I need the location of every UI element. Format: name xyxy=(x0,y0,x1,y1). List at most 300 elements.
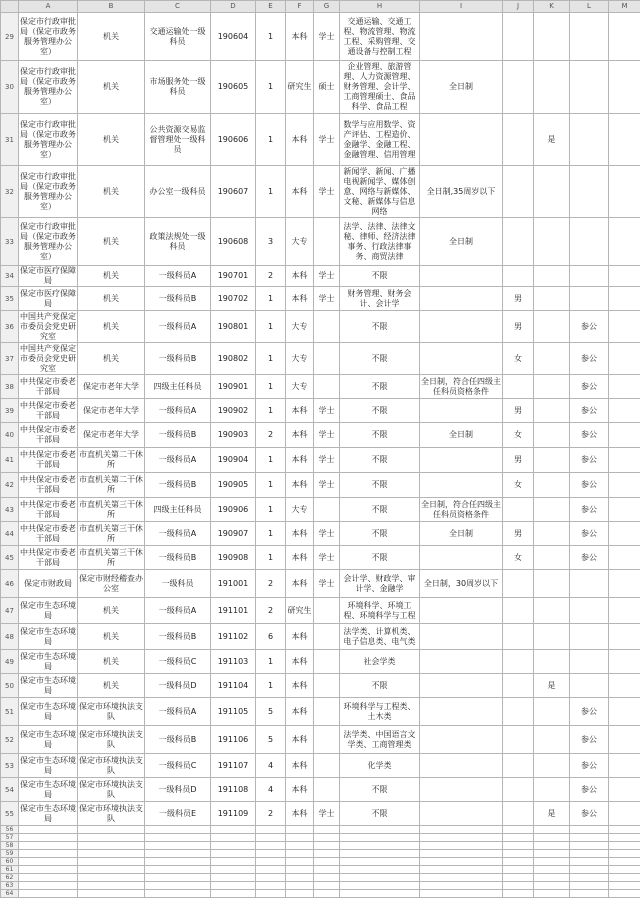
cell-a[interactable]: 中共保定市委老干部局 xyxy=(19,375,78,399)
empty-cell[interactable] xyxy=(314,850,340,858)
cell-g[interactable] xyxy=(314,498,340,522)
empty-cell[interactable] xyxy=(534,826,570,834)
cell-h[interactable]: 法学类、计算机类、电子信息类、电气类 xyxy=(340,624,420,650)
row-header[interactable]: 55 xyxy=(1,802,19,826)
cell-e[interactable]: 4 xyxy=(256,778,286,802)
cell-b[interactable]: 机关 xyxy=(78,624,145,650)
cell-e[interactable]: 2 xyxy=(256,598,286,624)
cell-b[interactable]: 市直机关第二干休所 xyxy=(78,448,145,473)
empty-cell[interactable] xyxy=(211,874,256,882)
empty-cell[interactable] xyxy=(609,842,640,850)
cell-h[interactable]: 环境科学与工程类、土木类 xyxy=(340,698,420,726)
cell-b[interactable]: 市直机关第三干休所 xyxy=(78,522,145,546)
cell-d[interactable]: 190604 xyxy=(211,13,256,61)
column-header-k[interactable]: K xyxy=(534,1,570,13)
empty-cell[interactable] xyxy=(256,842,286,850)
cell-f[interactable]: 本科 xyxy=(286,698,314,726)
cell-k[interactable]: 是 xyxy=(534,114,570,166)
empty-cell[interactable] xyxy=(420,842,503,850)
cell-l[interactable] xyxy=(570,650,609,674)
row-header[interactable]: 45 xyxy=(1,546,19,570)
cell-e[interactable]: 1 xyxy=(256,287,286,311)
cell-i[interactable]: 全日制 xyxy=(420,423,503,448)
cell-c[interactable]: 一级科员B xyxy=(145,473,211,498)
cell-c[interactable]: 政策法规处一级科员 xyxy=(145,218,211,266)
cell-j[interactable] xyxy=(503,166,534,218)
empty-cell[interactable] xyxy=(19,842,78,850)
cell-c[interactable]: 一级科员C xyxy=(145,754,211,778)
cell-d[interactable]: 190608 xyxy=(211,218,256,266)
cell-a[interactable]: 中共保定市委老干部局 xyxy=(19,546,78,570)
cell-k[interactable]: 是 xyxy=(534,674,570,698)
cell-e[interactable]: 1 xyxy=(256,375,286,399)
cell-d[interactable]: 190908 xyxy=(211,546,256,570)
empty-cell[interactable] xyxy=(256,866,286,874)
cell-c[interactable]: 四级主任科员 xyxy=(145,498,211,522)
cell-h[interactable]: 不限 xyxy=(340,266,420,287)
empty-cell[interactable] xyxy=(503,866,534,874)
cell-e[interactable]: 1 xyxy=(256,674,286,698)
cell-l[interactable]: 参公 xyxy=(570,448,609,473)
cell-g[interactable] xyxy=(314,218,340,266)
cell-i[interactable] xyxy=(420,754,503,778)
cell-l[interactable]: 参公 xyxy=(570,802,609,826)
cell-e[interactable]: 6 xyxy=(256,624,286,650)
cell-l[interactable] xyxy=(570,61,609,114)
cell-f[interactable]: 本科 xyxy=(286,287,314,311)
empty-cell[interactable] xyxy=(19,882,78,890)
empty-cell[interactable] xyxy=(256,890,286,898)
cell-j[interactable] xyxy=(503,498,534,522)
cell-j[interactable] xyxy=(503,61,534,114)
cell-m[interactable] xyxy=(609,698,640,726)
cell-i[interactable]: 全日制，符合任四级主任科员资格条件 xyxy=(420,498,503,522)
cell-k[interactable] xyxy=(534,61,570,114)
cell-h[interactable]: 不限 xyxy=(340,375,420,399)
empty-cell[interactable] xyxy=(503,834,534,842)
empty-cell[interactable] xyxy=(570,826,609,834)
cell-h[interactable]: 不限 xyxy=(340,674,420,698)
cell-e[interactable]: 1 xyxy=(256,311,286,343)
row-header[interactable]: 34 xyxy=(1,266,19,287)
cell-a[interactable]: 保定市生态环境局 xyxy=(19,754,78,778)
cell-f[interactable]: 大专 xyxy=(286,498,314,522)
empty-cell[interactable] xyxy=(256,874,286,882)
cell-b[interactable]: 保定市环境执法支队 xyxy=(78,726,145,754)
cell-g[interactable]: 学士 xyxy=(314,802,340,826)
empty-cell[interactable] xyxy=(534,850,570,858)
cell-b[interactable]: 机关 xyxy=(78,266,145,287)
empty-cell[interactable] xyxy=(256,882,286,890)
empty-cell[interactable] xyxy=(314,882,340,890)
empty-cell[interactable] xyxy=(420,882,503,890)
cell-i[interactable] xyxy=(420,726,503,754)
cell-b[interactable]: 市直机关第三干休所 xyxy=(78,498,145,522)
empty-cell[interactable] xyxy=(286,834,314,842)
cell-i[interactable] xyxy=(420,546,503,570)
empty-cell[interactable] xyxy=(609,874,640,882)
empty-cell[interactable] xyxy=(211,850,256,858)
empty-cell[interactable] xyxy=(534,866,570,874)
cell-b[interactable]: 保定市老年大学 xyxy=(78,399,145,423)
cell-d[interactable]: 191107 xyxy=(211,754,256,778)
empty-cell[interactable] xyxy=(420,826,503,834)
empty-cell[interactable] xyxy=(534,842,570,850)
empty-cell[interactable] xyxy=(78,834,145,842)
row-header[interactable]: 63 xyxy=(1,882,19,890)
cell-g[interactable] xyxy=(314,754,340,778)
cell-l[interactable]: 参公 xyxy=(570,754,609,778)
cell-f[interactable]: 本科 xyxy=(286,546,314,570)
cell-c[interactable]: 一级科员 xyxy=(145,570,211,598)
cell-i[interactable] xyxy=(420,674,503,698)
empty-cell[interactable] xyxy=(211,826,256,834)
cell-a[interactable]: 保定市生态环境局 xyxy=(19,624,78,650)
cell-l[interactable]: 参公 xyxy=(570,343,609,375)
column-header-l[interactable]: L xyxy=(570,1,609,13)
empty-cell[interactable] xyxy=(420,874,503,882)
cell-m[interactable] xyxy=(609,218,640,266)
cell-i[interactable] xyxy=(420,598,503,624)
empty-cell[interactable] xyxy=(145,882,211,890)
cell-i[interactable]: 全日制 xyxy=(420,218,503,266)
cell-c[interactable]: 一级科员A xyxy=(145,266,211,287)
cell-k[interactable] xyxy=(534,778,570,802)
empty-cell[interactable] xyxy=(570,882,609,890)
cell-e[interactable]: 1 xyxy=(256,166,286,218)
cell-j[interactable]: 女 xyxy=(503,546,534,570)
cell-a[interactable]: 保定市行政审批局（保定市政务服务管理办公室） xyxy=(19,61,78,114)
cell-c[interactable]: 公共资源交易监督管理处一级科员 xyxy=(145,114,211,166)
cell-f[interactable]: 研究生 xyxy=(286,61,314,114)
empty-cell[interactable] xyxy=(314,858,340,866)
empty-cell[interactable] xyxy=(534,858,570,866)
empty-cell[interactable] xyxy=(609,826,640,834)
cell-k[interactable] xyxy=(534,522,570,546)
empty-cell[interactable] xyxy=(286,842,314,850)
cell-l[interactable]: 参公 xyxy=(570,473,609,498)
cell-g[interactable] xyxy=(314,624,340,650)
row-header[interactable]: 33 xyxy=(1,218,19,266)
column-header-a[interactable]: A xyxy=(19,1,78,13)
cell-d[interactable]: 191106 xyxy=(211,726,256,754)
empty-cell[interactable] xyxy=(420,850,503,858)
cell-e[interactable]: 1 xyxy=(256,473,286,498)
cell-b[interactable]: 市直机关第二干休所 xyxy=(78,473,145,498)
cell-h[interactable]: 数学与应用数学、资产评估、工程造价、金融学、金融工程、金融管理、信用管理 xyxy=(340,114,420,166)
cell-k[interactable] xyxy=(534,546,570,570)
cell-e[interactable]: 1 xyxy=(256,546,286,570)
empty-cell[interactable] xyxy=(314,866,340,874)
cell-g[interactable] xyxy=(314,778,340,802)
cell-f[interactable]: 本科 xyxy=(286,166,314,218)
cell-b[interactable]: 市直机关第三干休所 xyxy=(78,546,145,570)
column-header-d[interactable]: D xyxy=(211,1,256,13)
cell-g[interactable]: 学士 xyxy=(314,423,340,448)
cell-l[interactable] xyxy=(570,674,609,698)
empty-cell[interactable] xyxy=(609,882,640,890)
cell-i[interactable] xyxy=(420,114,503,166)
cell-k[interactable] xyxy=(534,423,570,448)
cell-i[interactable] xyxy=(420,448,503,473)
cell-k[interactable] xyxy=(534,698,570,726)
cell-i[interactable] xyxy=(420,399,503,423)
cell-b[interactable]: 机关 xyxy=(78,114,145,166)
cell-b[interactable]: 保定市环境执法支队 xyxy=(78,802,145,826)
empty-cell[interactable] xyxy=(503,882,534,890)
cell-h[interactable]: 不限 xyxy=(340,399,420,423)
cell-l[interactable] xyxy=(570,287,609,311)
empty-cell[interactable] xyxy=(145,842,211,850)
cell-j[interactable] xyxy=(503,266,534,287)
cell-d[interactable]: 190906 xyxy=(211,498,256,522)
cell-c[interactable]: 一级科员A xyxy=(145,522,211,546)
cell-c[interactable]: 一级科员B xyxy=(145,343,211,375)
row-header[interactable]: 58 xyxy=(1,842,19,850)
cell-a[interactable]: 保定市行政审批局（保定市政务服务管理办公室） xyxy=(19,114,78,166)
cell-g[interactable]: 学士 xyxy=(314,114,340,166)
cell-j[interactable] xyxy=(503,375,534,399)
cell-d[interactable]: 190903 xyxy=(211,423,256,448)
cell-g[interactable]: 学士 xyxy=(314,13,340,61)
row-header[interactable]: 48 xyxy=(1,624,19,650)
row-header[interactable]: 37 xyxy=(1,343,19,375)
cell-k[interactable] xyxy=(534,650,570,674)
cell-i[interactable] xyxy=(420,650,503,674)
cell-h[interactable]: 环境科学、环境工程、环境科学与工程 xyxy=(340,598,420,624)
cell-l[interactable] xyxy=(570,598,609,624)
row-header[interactable]: 56 xyxy=(1,826,19,834)
row-header[interactable]: 50 xyxy=(1,674,19,698)
cell-l[interactable]: 参公 xyxy=(570,546,609,570)
row-header[interactable]: 46 xyxy=(1,570,19,598)
row-header[interactable]: 57 xyxy=(1,834,19,842)
cell-a[interactable]: 中共保定市委老干部局 xyxy=(19,473,78,498)
cell-e[interactable]: 5 xyxy=(256,698,286,726)
cell-b[interactable]: 机关 xyxy=(78,218,145,266)
cell-l[interactable] xyxy=(570,266,609,287)
empty-cell[interactable] xyxy=(503,858,534,866)
cell-k[interactable] xyxy=(534,343,570,375)
row-header[interactable]: 36 xyxy=(1,311,19,343)
row-header[interactable]: 39 xyxy=(1,399,19,423)
cell-d[interactable]: 190907 xyxy=(211,522,256,546)
cell-l[interactable]: 参公 xyxy=(570,375,609,399)
cell-l[interactable]: 参公 xyxy=(570,522,609,546)
cell-m[interactable] xyxy=(609,311,640,343)
cell-m[interactable] xyxy=(609,61,640,114)
cell-a[interactable]: 中国共产党保定市委员会党史研究室 xyxy=(20,343,76,373)
cell-d[interactable]: 190904 xyxy=(211,448,256,473)
cell-l[interactable]: 参公 xyxy=(570,498,609,522)
empty-cell[interactable] xyxy=(570,874,609,882)
cell-e[interactable]: 1 xyxy=(256,650,286,674)
empty-cell[interactable] xyxy=(19,890,78,898)
cell-l[interactable] xyxy=(570,13,609,61)
empty-cell[interactable] xyxy=(340,826,420,834)
empty-cell[interactable] xyxy=(609,866,640,874)
cell-a[interactable]: 中国共产党保定市委员会党史研究室 xyxy=(20,311,76,341)
empty-cell[interactable] xyxy=(314,834,340,842)
cell-k[interactable] xyxy=(534,166,570,218)
empty-cell[interactable] xyxy=(420,834,503,842)
cell-d[interactable]: 190606 xyxy=(211,114,256,166)
cell-l[interactable] xyxy=(570,624,609,650)
empty-cell[interactable] xyxy=(286,882,314,890)
cell-i[interactable]: 全日制 xyxy=(420,61,503,114)
row-header[interactable]: 35 xyxy=(1,287,19,311)
cell-j[interactable]: 男 xyxy=(503,522,534,546)
empty-cell[interactable] xyxy=(286,858,314,866)
cell-i[interactable] xyxy=(420,287,503,311)
cell-d[interactable]: 191104 xyxy=(211,674,256,698)
cell-f[interactable]: 大专 xyxy=(286,311,314,343)
cell-k[interactable] xyxy=(534,399,570,423)
row-header[interactable]: 51 xyxy=(1,698,19,726)
cell-b[interactable]: 机关 xyxy=(78,674,145,698)
empty-cell[interactable] xyxy=(314,890,340,898)
cell-e[interactable]: 1 xyxy=(256,343,286,375)
cell-l[interactable]: 参公 xyxy=(570,726,609,754)
column-header-f[interactable]: F xyxy=(286,1,314,13)
cell-h[interactable]: 不限 xyxy=(340,498,420,522)
cell-c[interactable]: 一级科员C xyxy=(145,650,211,674)
cell-k[interactable] xyxy=(534,375,570,399)
cell-c[interactable]: 四级主任科员 xyxy=(145,375,211,399)
cell-h[interactable]: 会计学、财政学、审计学、金融学 xyxy=(340,570,420,598)
cell-f[interactable]: 研究生 xyxy=(286,598,314,624)
empty-cell[interactable] xyxy=(570,890,609,898)
row-header[interactable]: 59 xyxy=(1,850,19,858)
cell-d[interactable]: 190802 xyxy=(211,343,256,375)
cell-j[interactable] xyxy=(503,218,534,266)
cell-e[interactable]: 2 xyxy=(256,802,286,826)
cell-i[interactable] xyxy=(420,343,503,375)
empty-cell[interactable] xyxy=(534,874,570,882)
cell-j[interactable]: 男 xyxy=(503,311,534,343)
cell-a[interactable]: 保定市生态环境局 xyxy=(19,598,78,624)
cell-a[interactable]: 保定市生态环境局 xyxy=(19,802,78,826)
cell-m[interactable] xyxy=(609,448,640,473)
cell-j[interactable] xyxy=(503,114,534,166)
cell-h[interactable]: 法学类、中国语言文学类、工商管理类 xyxy=(340,726,420,754)
cell-c[interactable]: 一级科员D xyxy=(145,778,211,802)
cell-i[interactable] xyxy=(420,311,503,343)
empty-cell[interactable] xyxy=(340,874,420,882)
empty-cell[interactable] xyxy=(78,842,145,850)
empty-cell[interactable] xyxy=(78,890,145,898)
row-header[interactable]: 49 xyxy=(1,650,19,674)
empty-cell[interactable] xyxy=(256,834,286,842)
row-header[interactable]: 62 xyxy=(1,874,19,882)
cell-f[interactable]: 本科 xyxy=(286,650,314,674)
cell-c[interactable]: 一级科员D xyxy=(145,674,211,698)
cell-j[interactable] xyxy=(503,778,534,802)
cell-j[interactable] xyxy=(503,598,534,624)
cell-m[interactable] xyxy=(609,13,640,61)
cell-f[interactable]: 本科 xyxy=(286,13,314,61)
cell-m[interactable] xyxy=(609,778,640,802)
cell-e[interactable]: 1 xyxy=(256,448,286,473)
cell-a[interactable]: 保定市行政审批局（保定市政务服务管理办公室） xyxy=(19,13,78,61)
column-header-b[interactable]: B xyxy=(78,1,145,13)
empty-cell[interactable] xyxy=(286,826,314,834)
cell-e[interactable]: 5 xyxy=(256,726,286,754)
cell-h[interactable]: 不限 xyxy=(340,522,420,546)
cell-b[interactable]: 保定市环境执法支队 xyxy=(78,698,145,726)
empty-cell[interactable] xyxy=(286,890,314,898)
empty-cell[interactable] xyxy=(145,850,211,858)
cell-f[interactable]: 本科 xyxy=(286,778,314,802)
cell-m[interactable] xyxy=(609,498,640,522)
empty-cell[interactable] xyxy=(19,834,78,842)
cell-b[interactable]: 机关 xyxy=(78,650,145,674)
cell-d[interactable]: 191108 xyxy=(211,778,256,802)
empty-cell[interactable] xyxy=(340,850,420,858)
row-header[interactable]: 30 xyxy=(1,61,19,114)
empty-cell[interactable] xyxy=(534,890,570,898)
cell-g[interactable]: 学士 xyxy=(314,287,340,311)
cell-c[interactable]: 办公室一级科员 xyxy=(145,166,211,218)
cell-k[interactable] xyxy=(534,287,570,311)
cell-h[interactable]: 交通运输、交通工程、物流管理、物流工程、采购管理、交通设备与控制工程 xyxy=(340,13,420,61)
cell-e[interactable]: 1 xyxy=(256,114,286,166)
empty-cell[interactable] xyxy=(420,858,503,866)
empty-cell[interactable] xyxy=(340,834,420,842)
cell-f[interactable]: 本科 xyxy=(286,473,314,498)
cell-h[interactable]: 不限 xyxy=(340,311,420,343)
cell-c[interactable]: 一级科员A xyxy=(145,399,211,423)
empty-cell[interactable] xyxy=(420,890,503,898)
empty-cell[interactable] xyxy=(534,834,570,842)
cell-h[interactable]: 社会学类 xyxy=(340,650,420,674)
row-header[interactable]: 61 xyxy=(1,866,19,874)
cell-e[interactable]: 1 xyxy=(256,399,286,423)
row-header[interactable]: 60 xyxy=(1,858,19,866)
cell-g[interactable] xyxy=(314,650,340,674)
cell-m[interactable] xyxy=(609,375,640,399)
cell-g[interactable] xyxy=(314,674,340,698)
empty-cell[interactable] xyxy=(314,842,340,850)
cell-j[interactable] xyxy=(503,624,534,650)
empty-cell[interactable] xyxy=(211,834,256,842)
empty-cell[interactable] xyxy=(570,842,609,850)
cell-m[interactable] xyxy=(609,754,640,778)
cell-d[interactable]: 190902 xyxy=(211,399,256,423)
cell-i[interactable] xyxy=(420,698,503,726)
cell-d[interactable]: 190901 xyxy=(211,375,256,399)
empty-cell[interactable] xyxy=(145,826,211,834)
empty-cell[interactable] xyxy=(19,850,78,858)
empty-cell[interactable] xyxy=(314,874,340,882)
cell-e[interactable]: 2 xyxy=(256,570,286,598)
empty-cell[interactable] xyxy=(78,874,145,882)
cell-e[interactable]: 1 xyxy=(256,13,286,61)
cell-i[interactable]: 全日制 xyxy=(420,522,503,546)
cell-b[interactable]: 机关 xyxy=(78,311,145,343)
cell-m[interactable] xyxy=(609,287,640,311)
empty-cell[interactable] xyxy=(340,866,420,874)
cell-h[interactable]: 新闻学、新闻、广播电视新闻学、媒体创意、网络与新媒体、文秘、新媒体与信息网络 xyxy=(340,166,420,218)
cell-g[interactable] xyxy=(314,311,340,343)
cell-j[interactable] xyxy=(503,13,534,61)
cell-i[interactable] xyxy=(420,13,503,61)
cell-j[interactable]: 女 xyxy=(503,423,534,448)
cell-g[interactable]: 学士 xyxy=(314,522,340,546)
cell-i[interactable] xyxy=(420,266,503,287)
cell-m[interactable] xyxy=(609,650,640,674)
cell-m[interactable] xyxy=(609,399,640,423)
